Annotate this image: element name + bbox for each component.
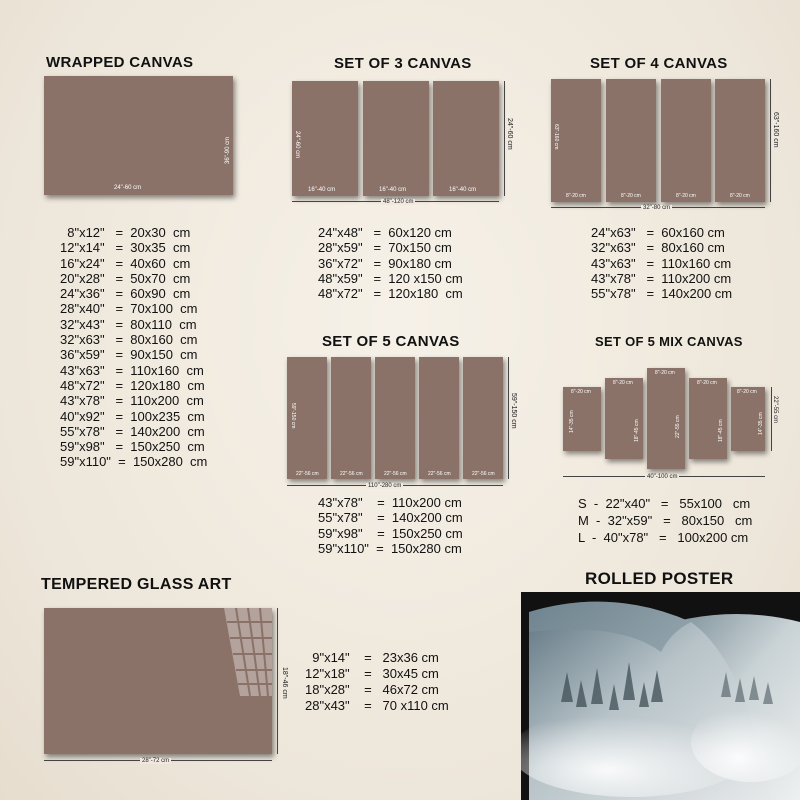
set5-panel-4-label: 22"-56 cm: [428, 471, 451, 477]
set5-panel-2: [331, 357, 371, 479]
size-row: 59"x110" = 150x280 cm: [60, 454, 208, 470]
set3-panel-2-label: 16"-40 cm: [379, 187, 407, 193]
set4-total-height-label: 63"-160 cm: [772, 112, 779, 148]
size-row: 9"x14" = 23x36 cm: [305, 650, 439, 665]
set5mix-panel-4-label: 8"-20 cm: [697, 380, 717, 386]
size-row: M - 32"x59" = 80x150 cm: [578, 513, 753, 528]
set5-panel-3: [375, 357, 415, 479]
size-row: 59"x98" = 150x250 cm: [318, 525, 463, 541]
set5-panel-5-label: 22"-56 cm: [472, 471, 495, 477]
glass-title: TEMPERED GLASS ART: [41, 576, 232, 593]
size-row: 32"x43" = 80x110 cm: [60, 316, 197, 332]
set5-panel-4: [419, 357, 459, 479]
poster-illustration: [521, 592, 800, 800]
size-row: 36"x59" = 90x150 cm: [60, 347, 198, 363]
size-row: 48"x72" = 120x180 cm: [318, 286, 463, 302]
size-row: 43"x78" = 110x200 cm: [591, 270, 732, 286]
size-row: 24"x36" = 60x90 cm: [60, 286, 191, 302]
glass-panel: [44, 608, 272, 754]
set5mix-panel-3-label: 8"-20 cm: [655, 370, 675, 376]
set5mix-panel-5-label: 8"-20 cm: [737, 389, 757, 395]
set4-title: SET OF 4 CANVAS: [590, 55, 728, 72]
size-row: 24"x48" = 60x120 cm: [318, 225, 452, 240]
set5mix-panel-1-label: 8"-20 cm: [571, 389, 591, 395]
size-row: 59"x110" = 150x280 cm: [318, 540, 462, 556]
set5-panel-1-label: 22"-56 cm: [296, 471, 319, 477]
size-row: 48"x72" = 120x180 cm: [60, 377, 205, 393]
set4-panel-1-label: 8"-20 cm: [566, 193, 586, 199]
set5mix-panel-2-height: 18"-45 cm: [634, 419, 640, 442]
set4-panel-4: [715, 79, 765, 202]
set5-height-line: [508, 357, 509, 479]
set4-size-list: [591, 225, 732, 301]
set4-panel-height-label: 63"-160 cm: [553, 124, 559, 150]
size-row: 55"x78" = 140x200 cm: [60, 423, 205, 439]
set5mix-title: SET OF 5 MIX CANVAS: [595, 334, 743, 349]
set5mix-panel-2: [605, 378, 643, 459]
size-row: 43"x63" = 110x160 cm: [591, 255, 732, 271]
wrapped-canvas-panel: [44, 76, 233, 195]
set3-panel-3-label: 16"-40 cm: [449, 187, 477, 193]
set4-panel-4-label: 8"-20 cm: [730, 193, 750, 199]
size-row: 43"x78" = 110x200 cm: [60, 393, 204, 409]
set5-panel-2-label: 22"-56 cm: [340, 471, 363, 477]
size-row: 43"x78" = 110x200 cm: [318, 495, 462, 510]
set5-total-height-label: 59"-150 cm: [510, 393, 517, 429]
size-row: 55"x78" = 140x200 cm: [318, 510, 463, 526]
glass-size-list: [305, 650, 449, 714]
size-row: S - 22"x40" = 55x100 cm: [578, 496, 751, 511]
set3-panel-2: [363, 81, 429, 196]
set4-panel-2: [606, 79, 656, 202]
set3-total-height-label: 24"-60 cm: [506, 118, 513, 150]
size-row: 12"x14" = 30x35 cm: [60, 240, 191, 256]
set3-total-width-label: 48"-120 cm: [383, 199, 414, 205]
set5mix-panel-1: [563, 387, 601, 451]
wrapped-width-label: 24"-60 cm: [114, 185, 142, 191]
wrapped-height-label: 36"-90 cm: [225, 136, 231, 164]
set5-panel-3-label: 22"-56 cm: [384, 471, 407, 477]
size-row: 28"x40" = 70x100 cm: [60, 301, 198, 317]
set5mix-panel-4: [689, 378, 727, 459]
size-row: 59"x98" = 150x250 cm: [60, 439, 205, 455]
size-row: 36"x72" = 90x180 cm: [318, 255, 452, 271]
size-row: 12"x18" = 30x45 cm: [305, 666, 439, 681]
glass-width-label: 28"-72 cm: [142, 758, 170, 764]
wrapped-size-list: [60, 225, 207, 470]
set5mix-total-height-label: 22"-55 cm: [772, 396, 778, 424]
set5-title: SET OF 5 CANVAS: [322, 333, 460, 350]
poster-title: ROLLED POSTER: [585, 569, 734, 588]
set4-height-line: [770, 79, 771, 202]
set3-size-list: [318, 225, 463, 301]
size-row: 28"x43" = 70 x110 cm: [305, 698, 449, 713]
set5mix-total-width-label: 40"-100 cm: [647, 474, 678, 480]
set5-total-width-label: 110"-280 cm: [368, 483, 402, 489]
glass-reflection-grid: [44, 608, 272, 754]
set5mix-panel-4-height: 18"-45 cm: [718, 419, 724, 442]
set5mix-panel-5: [731, 387, 765, 451]
size-row: 40"x92" = 100x235 cm: [60, 408, 205, 424]
set5-panel-1: [287, 357, 327, 479]
set5mix-panel-3: [647, 368, 685, 469]
size-row: 8"x12" = 20x30 cm: [60, 225, 191, 240]
size-row: 18"x28" = 46x72 cm: [305, 682, 439, 697]
set4-panel-1: [551, 79, 601, 202]
size-row: 28"x59" = 70x150 cm: [318, 240, 452, 256]
set4-total-width-label: 32"-80 cm: [643, 205, 671, 211]
glass-height-line: [277, 608, 278, 754]
set5mix-panel-1-height: 14"-35 cm: [569, 410, 575, 433]
set4-panel-2-label: 8"-20 cm: [621, 193, 641, 199]
set5mix-size-list: [578, 495, 752, 546]
size-row: 48"x59" = 120 x150 cm: [318, 270, 463, 286]
set3-title: SET OF 3 CANVAS: [334, 55, 472, 72]
size-row: 16"x24" = 40x60 cm: [60, 255, 191, 271]
size-row: 32"x63" = 80x160 cm: [60, 332, 198, 348]
set3-panel-1: [292, 81, 358, 196]
size-row: 55"x78" = 140x200 cm: [591, 286, 733, 302]
size-row: 43"x63" = 110x160 cm: [60, 362, 204, 378]
set3-panel-1-label: 16"-40 cm: [308, 187, 336, 193]
set5mix-panel-3-height: 22"-55 cm: [675, 415, 681, 438]
set5mix-panel-5-height: 14"-35 cm: [758, 412, 764, 435]
set5-panel-5: [463, 357, 503, 479]
set3-panel-3: [433, 81, 499, 196]
set4-panel-3-label: 8"-20 cm: [676, 193, 696, 199]
set3-height-line: [504, 81, 505, 196]
set5-size-list: [318, 495, 463, 556]
set3-panel-height-label: 24"-60 cm: [294, 131, 300, 159]
wrapped-canvas-title: WRAPPED CANVAS: [46, 54, 194, 71]
size-row: 32"x63" = 80x160 cm: [591, 240, 725, 256]
rolled-poster-image: [521, 592, 800, 800]
size-row: 20"x28" = 50x70 cm: [60, 270, 191, 286]
set5mix-panel-2-label: 8"-20 cm: [613, 380, 633, 386]
set5-panel-height-label: 59"-150 cm: [290, 403, 296, 429]
set4-panel-3: [661, 79, 711, 202]
size-row: 24"x63" = 60x160 cm: [591, 225, 725, 240]
glass-height-label: 18"-46 cm: [281, 667, 288, 699]
size-row: L - 40"x78" = 100x200 cm: [578, 530, 749, 545]
